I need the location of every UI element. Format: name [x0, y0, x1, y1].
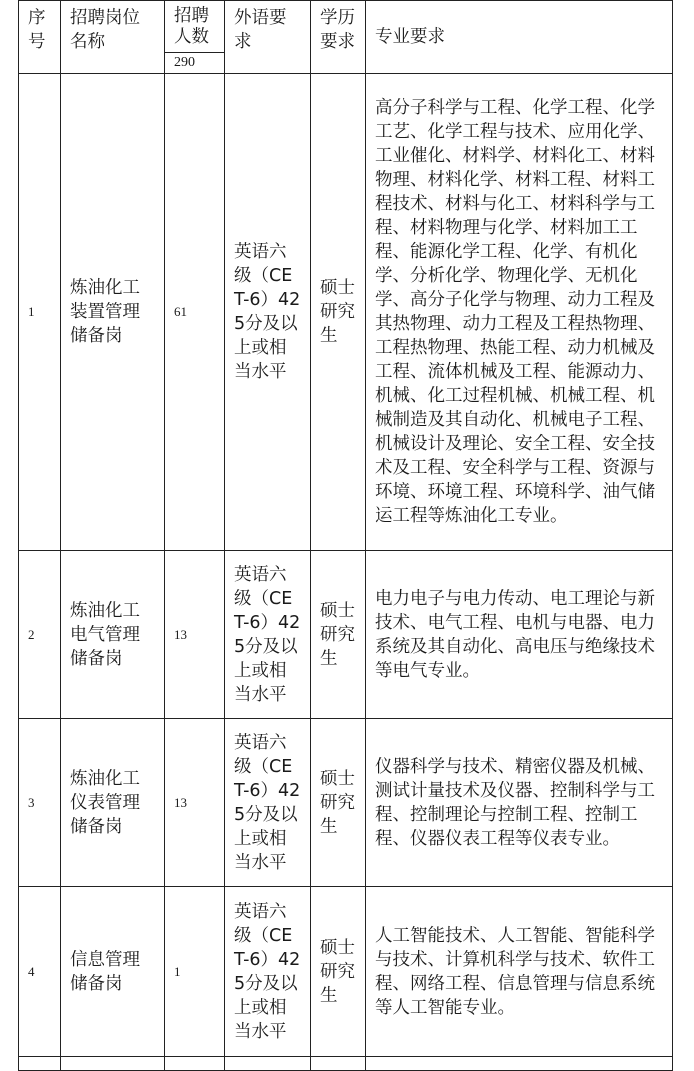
- row-seq: 1: [19, 74, 61, 551]
- header-major: 专业要求: [366, 1, 673, 74]
- header-count-total: 290: [165, 53, 225, 74]
- header-seq: 序号: [19, 1, 61, 74]
- row-education: 硕士研究生: [311, 74, 366, 551]
- row-education: 硕士研究生: [311, 887, 366, 1057]
- recruitment-table: [18, 0, 673, 1071]
- header-position: 招聘岗位名称: [61, 1, 165, 74]
- row-major: 电力电子与电力传动、电工理论与新技术、电气工程、电机与电器、电力系统及其自动化、高电压与绝缘技术等电气专业。: [366, 551, 673, 719]
- row-major: 人工智能技术、人工智能、智能科学与技术、计算机科学与技术、软件工程、网络工程、信息管理与信息系统等人工智能专业。: [366, 887, 673, 1057]
- table-row: [19, 551, 673, 719]
- row-language: 英语六级（CET-6）425分及以上或相当水平: [225, 551, 311, 719]
- row-position: 信息管理储备岗: [61, 887, 165, 1057]
- row-position: 炼油化工仪表管理储备岗: [61, 719, 165, 887]
- row-position: 炼油化工装置管理储备岗: [61, 74, 165, 551]
- table-row: [19, 887, 673, 1057]
- row-major: 仪器科学与技术、精密仪器及机械、测试计量技术及仪器、控制科学与工程、控制理论与控制工程、控制工程、仪器仪表工程等仪表专业。: [366, 719, 673, 887]
- row-language: 英语六级（CET-6）425分及以上或相当水平: [225, 887, 311, 1057]
- header-education: 学历要求: [311, 1, 366, 74]
- row-position: 炼油化工电气管理储备岗: [61, 551, 165, 719]
- row-count: 1: [165, 887, 225, 1057]
- table-row: [19, 719, 673, 887]
- row-count: 13: [165, 719, 225, 887]
- row-major: 高分子科学与工程、化学工程、化学工艺、化学工程与技术、应用化学、工业催化、材料学、材料化工、材料物理、材料化学、材料工程、材料工程技术、材料与化工、材料科学与工程、材料物理与化学、材料加工工程、能源化学工程、化学、有机化学、分析化学、物理化学、无机化学、高分子化学与物理、动力工程及其热物理、动力工程及工程热物理、工程热物理、热能工程、动力机械及工程、流体机械及工程、能源动力、机械、化工过程机械、机械工程、机械制造及其自动化、机械电子工程、机械设计及理论、安全工程、安全技术及工程、安全科学与工程、资源与环境、环境工程、环境科学、油气储运工程等炼油化工专业。: [366, 74, 673, 551]
- table-row-partial: [19, 1057, 673, 1071]
- row-language: 英语六级（CET-6）425分及以上或相当水平: [225, 74, 311, 551]
- header-language: 外语要求: [225, 1, 311, 74]
- cut-cell: [311, 1057, 366, 1071]
- cut-cell: [61, 1057, 165, 1071]
- row-education: 硕士研究生: [311, 719, 366, 887]
- row-count: 61: [165, 74, 225, 551]
- table-row: [19, 74, 673, 551]
- cut-cell: [19, 1057, 61, 1071]
- row-count: 13: [165, 551, 225, 719]
- cut-cell: [165, 1057, 225, 1071]
- cut-cell: [225, 1057, 311, 1071]
- row-language: 英语六级（CET-6）425分及以上或相当水平: [225, 719, 311, 887]
- row-seq: 2: [19, 551, 61, 719]
- header-count: 招聘人数: [165, 1, 225, 53]
- cut-cell: [366, 1057, 673, 1071]
- row-seq: 4: [19, 887, 61, 1057]
- row-education: 硕士研究生: [311, 551, 366, 719]
- row-seq: 3: [19, 719, 61, 887]
